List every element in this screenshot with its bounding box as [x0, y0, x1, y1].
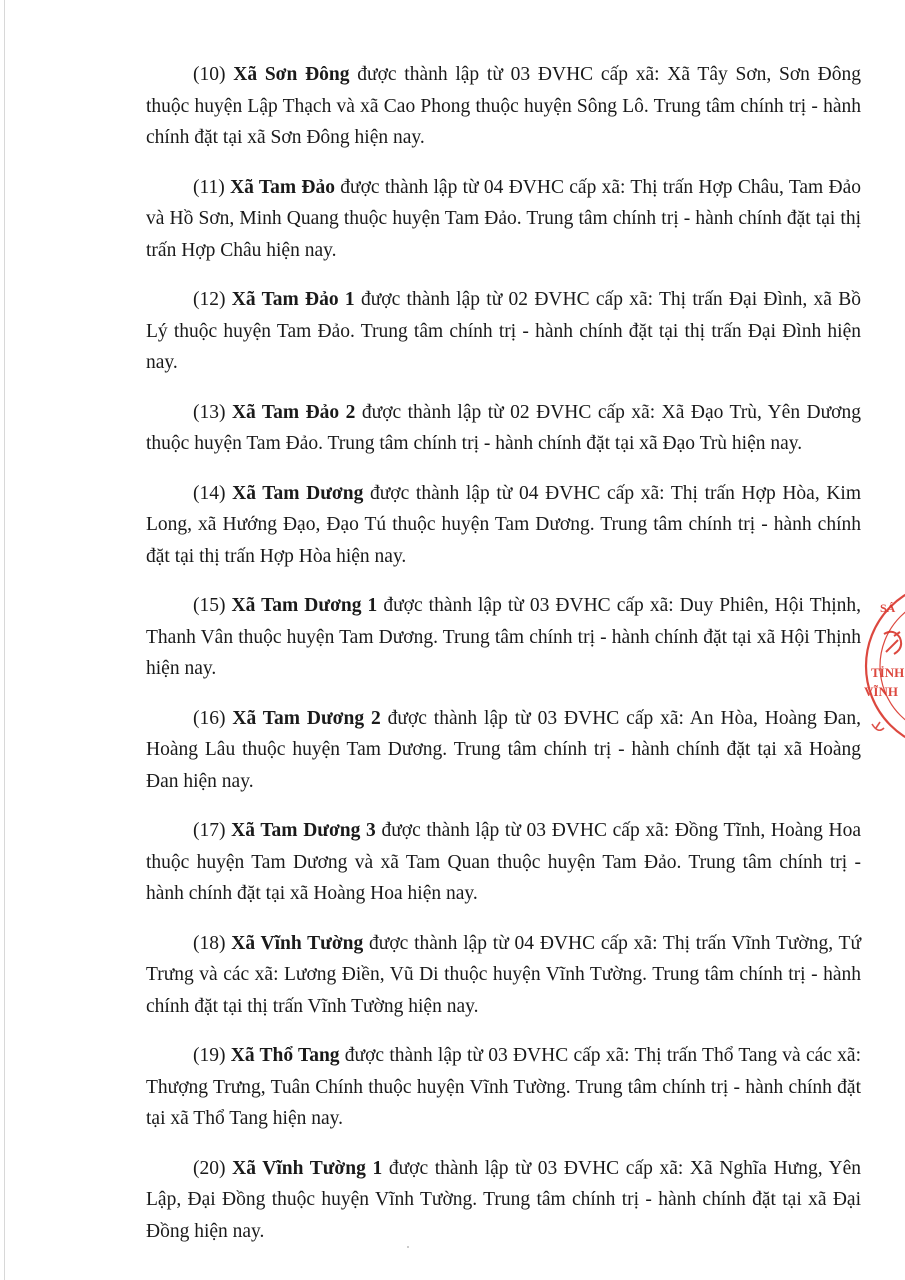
- paragraph-11: (11) Xã Tam Đảo được thành lập từ 04 ĐVHC cấp xã: Thị trấn Hợp Châu, Tam Đảo và Hồ Sơn, Minh Quang thuộc huyện Tam Đảo. Trung tâm chính trị - hành chính đặt tại thị trấn Hợp Châu hiện nay.: [146, 176, 862, 261]
- paragraph-13: (13) Xã Tam Đảo 2 được thành lập từ 02 ĐVHC cấp xã: Xã Đạo Trù, Yên Dương thuộc huyện Tam Đảo. Trung tâm chính trị - hành chính đặt tại xã Đạo Trù hiện nay.: [146, 401, 861, 454]
- paragraph-19: (19) Xã Thổ Tang được thành lập từ 03 ĐVHC cấp xã: Thị trấn Thổ Tang và các xã: Thượng Trưng, Tuân Chính thuộc huyện Vĩnh Tường. Trung tâm chính trị - hành chính đặt tại xã Thổ Tang hiện nay.: [146, 1045, 861, 1129]
- commune-name: Xã Vĩnh Tường: [231, 932, 364, 954]
- commune-name: Xã Tam Dương 2: [232, 707, 381, 729]
- paragraph-15: (15) Xã Tam Dương 1 được thành lập từ 03 ĐVHC cấp xã: Duy Phiên, Hội Thịnh, Thanh Vân thuộc huyện Tam Dương. Trung tâm chính trị - hành chính đặt tại xã Hội Thịnh hiện nay.: [146, 595, 862, 679]
- stamp-text-bottom: VĨNH: [864, 684, 898, 699]
- document-body: [146, 59, 861, 1265]
- stamp-text-mid: TỈNH: [871, 665, 905, 680]
- commune-name: Xã Tam Dương: [232, 482, 364, 504]
- paragraph-10: (10) Xã Sơn Đông được thành lập từ 03 ĐVHC cấp xã: Xã Tây Sơn, Sơn Đông thuộc huyện Lập Thạch và xã Cao Phong thuộc huyện Sông Lô. Trung tâm chính trị - hành chính đặt tại xã Sơn Đông hiện nay.: [146, 64, 862, 148]
- paragraph-16: (16) Xã Tam Dương 2 được thành lập từ 03 ĐVHC cấp xã: An Hòa, Hoàng Đan, Hoàng Lâu thuộc huyện Tam Dương. Trung tâm chính trị - hành chính đặt tại xã Hoàng Đan hiện nay.: [146, 707, 862, 792]
- commune-name: Xã Tam Dương 1: [231, 595, 378, 616]
- commune-name: Xã Tam Dương 3: [231, 820, 376, 841]
- paragraph-14: (14) Xã Tam Dương được thành lập từ 04 ĐVHC cấp xã: Thị trấn Hợp Hòa, Kim Long, xã Hướng Đạo, Đạo Tú thuộc huyện Tam Dương. Trung tâm chính trị - hành chính đặt tại thị trấn Hợp Hòa hiện nay.: [146, 482, 862, 567]
- paragraph-20: (20) Xã Vĩnh Tường 1 được thành lập từ 03 ĐVHC cấp xã: Xã Nghĩa Hưng, Yên Lập, Đại Đồng thuộc huyện Vĩnh Tường. Trung tâm chính trị - hành chính đặt tại xã Đại Đồng hiện nay.: [146, 1157, 862, 1242]
- commune-name: Xã Thổ Tang: [230, 1045, 340, 1066]
- paragraph-17: (17) Xã Tam Dương 3 được thành lập từ 03 ĐVHC cấp xã: Đồng Tĩnh, Hoàng Hoa thuộc huyện Tam Dương và xã Tam Quan thuộc huyện Tam Đảo. Trung tâm chính trị - hành chính đặt tại xã Hoàng Hoa hiện nay.: [146, 820, 862, 904]
- commune-name: Xã Vĩnh Tường 1: [232, 1157, 383, 1179]
- red-seal-stamp: [858, 578, 905, 753]
- commune-name: Xã Tam Đảo 2: [231, 401, 356, 423]
- paragraph-18: (18) Xã Vĩnh Tường được thành lập từ 04 ĐVHC cấp xã: Thị trấn Vĩnh Tường, Tứ Trưng và các xã: Lương Điền, Vũ Di thuộc huyện Vĩnh Tường. Trung tâm chính trị - hành chính đặt tại thị trấn Vĩnh Tường hiện nay.: [146, 932, 862, 1017]
- commune-name: Xã Tam Đảo: [230, 176, 335, 198]
- page-left-edge: [4, 0, 5, 1280]
- stamp-text-top: SÁ: [880, 601, 896, 615]
- commune-name: Xã Sơn Đông: [233, 64, 350, 85]
- commune-name: Xã Tam Đảo 1: [231, 289, 355, 310]
- paragraph-12: (12) Xã Tam Đảo 1 được thành lập từ 02 ĐVHC cấp xã: Thị trấn Đại Đình, xã Bồ Lý thuộc huyện Tam Đảo. Trung tâm chính trị - hành chính đặt tại thị trấn Đại Đình hiện nay.: [146, 289, 862, 373]
- scan-speck: [407, 1246, 409, 1248]
